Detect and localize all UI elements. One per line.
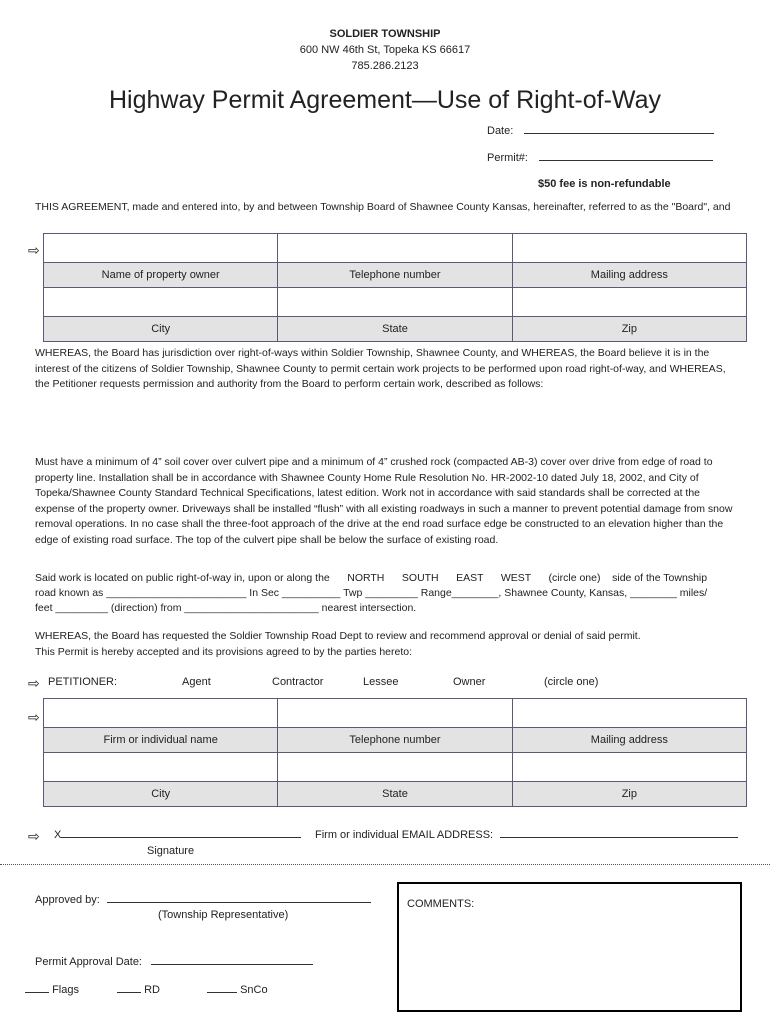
owner-zip-label: Zip — [512, 317, 746, 342]
arrow-icon: ⇨ — [28, 709, 40, 725]
firm-state-input[interactable] — [278, 753, 512, 782]
firm-zip-label: Zip — [512, 782, 746, 807]
owner-zip-input[interactable] — [512, 288, 746, 317]
comments-label: COMMENTS: — [407, 898, 475, 910]
firm-address-label: Mailing address — [512, 728, 746, 753]
firm-city-input[interactable] — [44, 753, 278, 782]
owner-state-input[interactable] — [278, 288, 512, 317]
permit-label: Permit#: — [487, 152, 528, 164]
email-input[interactable] — [500, 837, 738, 838]
rd-label: RD — [144, 984, 160, 996]
rd-field[interactable] — [117, 984, 160, 996]
owner-table — [43, 233, 747, 342]
whereas-paragraph: WHEREAS, the Board has jurisdiction over right-of-ways within Soldier Township, Shawnee County, and WHEREAS, the Board believe it is in the interest of the citizens of Soldier Township, Shawnee County to permit certain work projects to be performed upon road right-of-way, and WHEREAS, the Petitioner requests permission and authority from the Board to perform certain work, described as follows: — [35, 347, 726, 390]
owner-city-label: City — [44, 317, 278, 342]
firm-address-input[interactable] — [512, 699, 746, 728]
approval-date-label: Permit Approval Date: — [35, 956, 142, 968]
approved-by-field[interactable] — [35, 894, 371, 906]
arrow-icon: ⇨ — [28, 242, 40, 258]
owner-state-label: State — [278, 317, 512, 342]
township-rep-caption: (Township Representative) — [158, 909, 289, 921]
owner-city-input[interactable] — [44, 288, 278, 317]
approved-by-label: Approved by: — [35, 894, 100, 906]
petitioner-label: PETITIONER: — [48, 676, 118, 688]
date-field[interactable] — [487, 125, 714, 137]
firm-table — [43, 698, 747, 807]
firm-city-label: City — [44, 782, 278, 807]
whereas-review: WHEREAS, the Board has requested the Soldier Township Road Dept to review and recommend approval or denial of said permit. — [35, 630, 641, 642]
location-line-3: feet _________ (direction) from _______________________ nearest intersection. — [35, 602, 417, 614]
signature-caption: Signature — [147, 845, 195, 857]
email-label: Firm or individual EMAIL ADDRESS: — [315, 829, 494, 841]
owner-phone-label: Telephone number — [278, 263, 512, 288]
petitioner-option-contractor[interactable]: Contractor — [272, 676, 324, 688]
approval-date-field[interactable] — [35, 956, 313, 968]
org-address: 600 NW 46th St, Topeka KS 66617 — [299, 44, 471, 56]
petitioner-option-owner[interactable]: Owner — [453, 676, 486, 688]
signature-field[interactable] — [54, 829, 301, 841]
comments-box[interactable] — [397, 882, 742, 1012]
intro-text: THIS AGREEMENT, made and entered into, by and between Township Board of Shawnee County Kansas, hereinafter, referred to as the "Board", and — [35, 201, 731, 213]
date-input[interactable] — [524, 133, 714, 134]
owner-name-label: Name of property owner — [44, 263, 278, 288]
page-title: Highway Permit Agreement—Use of Right-of-Way — [108, 86, 662, 114]
firm-state-label: State — [278, 782, 512, 807]
petitioner-circle-note: (circle one) — [544, 676, 599, 688]
petitioner-option-lessee[interactable]: Lessee — [363, 676, 399, 688]
location-line-1: Said work is located on public right-of-way in, upon or along the NORTH SOUTH EAST WEST (circle one) side of the Township — [35, 572, 708, 584]
arrow-icon: ⇨ — [28, 675, 40, 691]
firm-name-label: Firm or individual name — [44, 728, 278, 753]
fee-note: $50 fee is non-refundable — [538, 178, 671, 190]
firm-name-input[interactable] — [44, 699, 278, 728]
snco-field[interactable] — [207, 984, 268, 996]
approval-date-input[interactable] — [151, 964, 313, 965]
firm-phone-label: Telephone number — [278, 728, 512, 753]
approved-by-input[interactable] — [107, 902, 371, 903]
owner-phone-input[interactable] — [278, 234, 512, 263]
flags-label: Flags — [52, 984, 79, 996]
location-line-2: road known as ________________________ In Sec __________ Twp _________ Range________, Shawnee County, Kansas, ________ miles/ — [35, 587, 708, 599]
acceptance-text: This Permit is hereby accepted and its provisions agreed to by the parties hereto: — [35, 646, 413, 658]
permit-input[interactable] — [539, 160, 713, 161]
arrow-icon: ⇨ — [28, 828, 40, 844]
date-label: Date: — [487, 125, 514, 137]
owner-address-input[interactable] — [512, 234, 746, 263]
signature-x: X — [54, 829, 62, 841]
email-field[interactable] — [315, 829, 738, 841]
owner-address-label: Mailing address — [512, 263, 746, 288]
petitioner-option-agent[interactable]: Agent — [182, 676, 211, 688]
owner-name-input[interactable] — [44, 234, 278, 263]
signature-input[interactable] — [61, 837, 301, 838]
org-phone: 785.286.2123 — [351, 60, 419, 72]
firm-zip-input[interactable] — [512, 753, 746, 782]
flags-field[interactable] — [25, 984, 79, 996]
snco-label: SnCo — [240, 984, 268, 996]
permit-field[interactable] — [487, 152, 713, 164]
firm-phone-input[interactable] — [278, 699, 512, 728]
requirements-paragraph: Must have a minimum of 4” soil cover over culvert pipe and a minimum of 4” crushed rock (compacted AB-3) cover over drive from edge of road to property line. Installation shall be in accordance with Shawnee County Home Rule Resolution No. HR-2002-10 dated July 18, 2002, and City of Topeka/Shawnee County Standard Technical Specifications, latest edition. Work not in accordance with said standards shall be corrected at the expense of the property owner. Driveways shall be installed “flush” with all existing roadways in such a manner to prevent potential damage from snow removal operations. In no case shall the three-foot approach of the drive at the end road surface edge be constructed to an elevation higher than the edge of existing road surface. The top of the culvert pipe shall be below the surface of existing road. — [35, 456, 733, 546]
org-name: SOLDIER TOWNSHIP — [329, 28, 441, 40]
cut-line-divider — [0, 864, 770, 865]
